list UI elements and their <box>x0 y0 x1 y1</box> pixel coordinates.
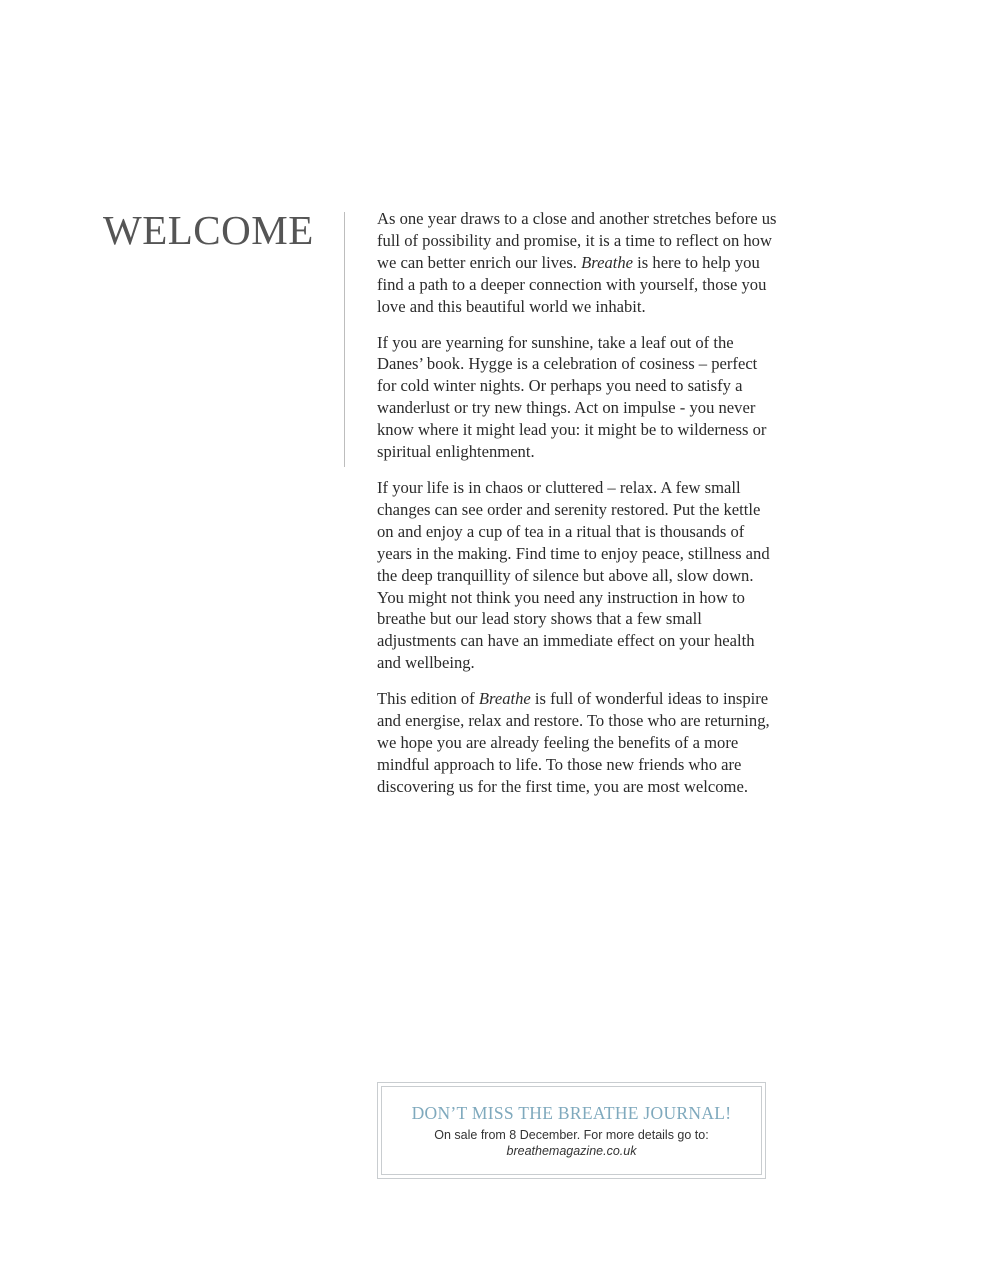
article-body <box>377 208 777 812</box>
paragraph-4 <box>377 688 777 798</box>
paragraph-1-text-a: As one year draws to a close and another stretches before us full of possibility and promise, it is a time to reflect on how we can better enrich our lives. <box>377 209 777 272</box>
promo-url-link[interactable]: breathemagazine.co.uk <box>506 1144 637 1159</box>
magazine-name: Breathe <box>581 252 634 272</box>
paragraph-4-text-b: is full of wonderful ideas to inspire and energise, relax and restore. To those who are returning, we hope you are already feeling the benefits of a more mindful approach to life. To those new friends who are discovering us for the first time, you are most welcome. <box>377 689 770 796</box>
promo-details: On sale from 8 December. For more details go to: <box>434 1128 709 1142</box>
magazine-name: Breathe <box>478 689 531 709</box>
page-title: WELCOME <box>103 207 314 253</box>
promo-title: DON’T MISS THE BREATHE JOURNAL! <box>411 1103 732 1123</box>
paragraph-4-text-a: This edition of <box>377 689 479 709</box>
vertical-divider <box>344 212 345 467</box>
paragraph-2: If you are yearning for sunshine, take a leaf out of the Danes’ book. Hygge is a celebration of cosiness – perfect for cold winter nights. Or perhaps you need to satisfy a wanderlust or try new things. Act on impulse - you never know where it might lead you: it might be to wilderness or spiritual enlightenment. <box>377 332 767 462</box>
promo-box-inner <box>381 1086 762 1175</box>
promo-box <box>377 1082 766 1179</box>
paragraph-3: If your life is in chaos or cluttered – relax. A few small changes can see order and serenity restored. Put the kettle on and enjoy a cup of tea in a ritual that is thousands of years in the making. Find time to enjoy peace, stillness and the deep tranquillity of silence but above all, slow down. You might not think you need any instruction in how to breathe but our lead story shows that a few small adjustments can have an immediate effect on your health and wellbeing. <box>377 477 770 673</box>
paragraph-1 <box>377 208 777 318</box>
paragraph-1-text-b: is here to help you find a path to a deeper connection with yourself, those you love and this beautiful world we inhabit. <box>377 252 767 316</box>
